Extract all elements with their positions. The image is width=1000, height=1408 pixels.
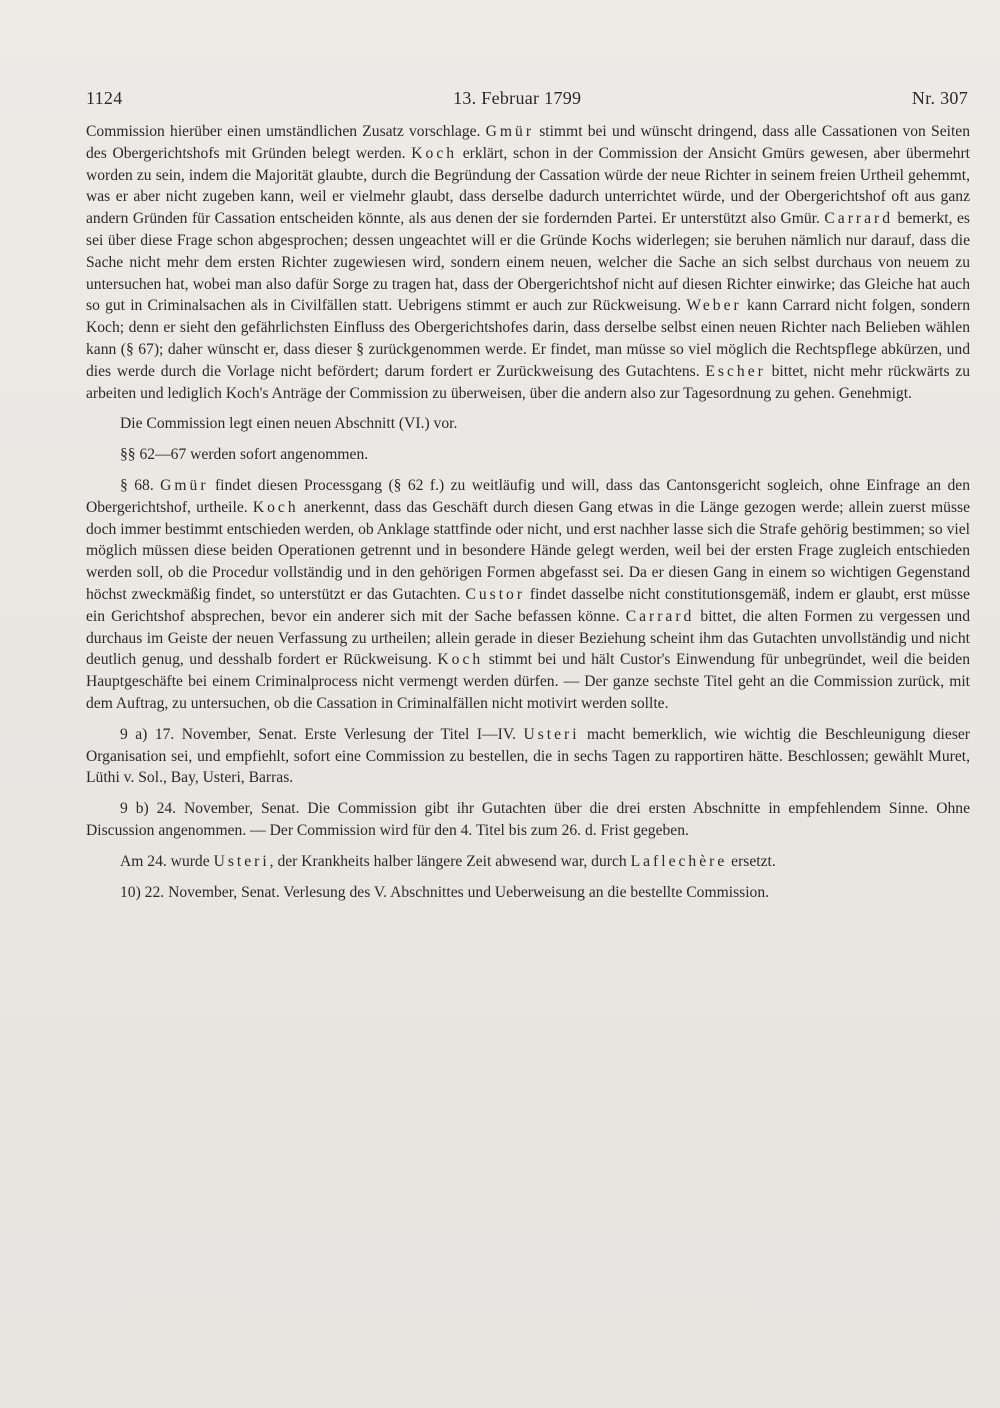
paragraph <box>86 851 970 873</box>
text-run: 9 b) 24. November, Senat. Die Commission gibt ihr Gutachten über die drei ersten Abschnitte in empfehlendem Sinne. Ohne Discussion angenommen. — Der Commission wird für den 4. Titel bis zum 26. d. Frist gegeben. <box>86 800 970 839</box>
header-date: 13. Februar 1799 <box>453 88 582 108</box>
paragraph <box>86 413 970 435</box>
text-run: findet diesen Processgang (§ 62 f.) zu weitläufig und will, dass das Cantonsgericht sogleich, ohne Einfrage an den Obergerichtshof, urtheile. <box>86 476 970 516</box>
running-header <box>86 88 970 109</box>
text-run: bittet, die alten Formen zu vergessen und durchaus im Geiste der neuen Verfassung zu urtheilen; allein gerade in dieser Beziehung scheint ihm das Gutachten unvollständig und nicht deutlich genug, und desshalb fordert er Rückweisung. <box>86 607 970 669</box>
text-run: Commission hierüber einen umständlichen Zusatz vorschlage. <box>86 123 486 140</box>
text-run: anerkennt, dass das Geschäft durch diesen Gang etwas in die Länge gezogen werde; allein zuerst müsse doch immer bestimmt entschieden werden, ob Anklage stattfinde oder nicht, und erst nachher lasse sich die Strafe gehörig bestimmen; so viel möglich müssen diese beiden Operationen getrennt und in besondere Hände gelegt werden, weil bei der ersten Frage zugleich entschieden werden soll, ob die Procedur vollständig und in den gehörigen Formen abgefasst sei. Da er diesen Gang in einem so wichtigen Gegenstand höchst zweckmäßig findet, so unterstützt er das Gutachten. <box>86 498 970 603</box>
text-run: 9 a) 17. November, Senat. Erste Verlesung der Titel I—IV. <box>120 725 524 743</box>
text-run: macht bemerklich, wie wichtig die Beschleunigung dieser Organisation sei, und empfiehlt, sofort eine Commission zu bestellen, die in sechs Tagen zu rapportiren hätte. Beschlossen; gewählt Muret, Lüthi v. Sol., Bay, Usteri, Barras. <box>86 725 970 787</box>
paragraph <box>86 882 970 904</box>
text-run: findet dasselbe nicht constitutionsgemäß, indem er glaubt, erst müsse ein Gerichtshof absprechen, bevor ein anderer sich mit der Sache befassen könne. <box>86 585 970 625</box>
paragraph <box>86 724 970 789</box>
issue-number: Nr. 307 <box>911 88 968 108</box>
speaker-name: Usteri <box>213 852 270 870</box>
text-run: 10) 22. November, Senat. Verlesung des V. Abschnittes und Ueberweisung an die bestellte Commission. <box>120 883 770 901</box>
text-run: bittet, nicht mehr rückwärts zu arbeiten und lediglich Koch's Anträge der Commission zu überweisen, über die andern also zur Tagesordnung zu gehen. Genehmigt. <box>86 362 970 402</box>
text-run: ersetzt. <box>727 852 776 870</box>
speaker-name: Koch <box>437 651 484 669</box>
text-run: stimmt bei und wünscht dringend, dass alle Cassationen von Seiten des Obergerichtshofs mit Gründen belegt werden. <box>86 123 970 162</box>
text-run: bemerkt, es sei über diese Frage schon abgesprochen; dessen ungeachtet will er die Gründe Kochs widerlegen; sie beruhen nämlich nur darauf, dass die Sache nicht mehr dem ersten Richter zugewiesen wird, sondern einem neuen, welcher die Sache an sich selbst durchaus von neuem zu untersuchen hat, wobei man also dafür Sorge zu tragen hat, dass der Obergerichtshof nicht auf diesen Richter einwirke; das Gleiche hat auch so gut in Criminalsachen als in Civilfällen statt. Uebrigens stimmt er auch zur Rückweisung. <box>86 210 970 315</box>
speaker-name: Koch <box>411 144 458 162</box>
text-run: § 68. <box>120 476 161 494</box>
speaker-name: Carrard <box>625 607 695 625</box>
text-run: , der Krankheits halber längere Zeit abwesend war, durch <box>269 852 631 870</box>
text-run: kann Carrard nicht folgen, sondern Koch; denn er sieht den gefährlichsten Einfluss des Obergerichtshofes darin, dass derselbe selbst einen neuen Richter nach Belieben wählen kann (§ 67); daher wünscht er, dass dieser § zurückgenommen werde. Er findet, man müsse so viel möglich die Rechtspflege abkürzen, und dies werde durch die Vorlage nicht befördert; darum fordert er Zurückweisung des Gutachtens. <box>86 297 970 380</box>
text-run: stimmt bei und hält Custor's Einwendung für unbegründet, weil die beiden Hauptgeschäfte bei einem Criminalprocess nicht vermengt werden dürfen. — Der ganze sechste Titel geht an die Commission zurück, mit dem Auftrag, zu untersuchen, ob die Cassation in Criminalfällen nicht motivirt werden sollte. <box>86 651 970 712</box>
speaker-name: Laflechère <box>630 852 728 870</box>
text-run: §§ 62—67 werden sofort angenommen. <box>120 446 369 464</box>
text-run: Am 24. wurde <box>120 852 214 870</box>
speaker-name: Carrard <box>824 210 894 228</box>
paragraph <box>86 444 970 466</box>
speaker-name: Usteri <box>523 725 580 743</box>
text-run: Die Commission legt einen neuen Abschnitt (VI.) vor. <box>120 415 458 433</box>
paragraph <box>86 798 970 842</box>
paragraph <box>86 475 970 715</box>
speaker-name: Gmür <box>485 123 535 140</box>
page-number: 1124 <box>86 88 123 108</box>
speaker-name: Custor <box>465 585 526 603</box>
speaker-name: Gmür <box>160 476 209 494</box>
text-run: erklärt, schon in der Commission der Ansicht Gmürs gewesen, aber übermehrt worden zu sein, indem die Majorität glaubte, durch die Begründung der Cassation würde der neue Richter in seinem freien Urtheil gehemmt, was er aber nicht zugeben kann, weil er vielmehr glaubt, dass derselbe dadurch unterrichtet würde, und der Obergerichtshof oft aus ganz andern Gründen für Cassation entscheiden könnte, als aus denen der sie fordernden Partei. Er unterstützt also Gmür. <box>86 144 970 228</box>
speaker-name: Koch <box>252 498 299 516</box>
speaker-name: Escher <box>705 362 766 380</box>
body-text <box>86 121 970 903</box>
paragraph <box>86 121 970 404</box>
speaker-name: Weber <box>686 297 742 315</box>
